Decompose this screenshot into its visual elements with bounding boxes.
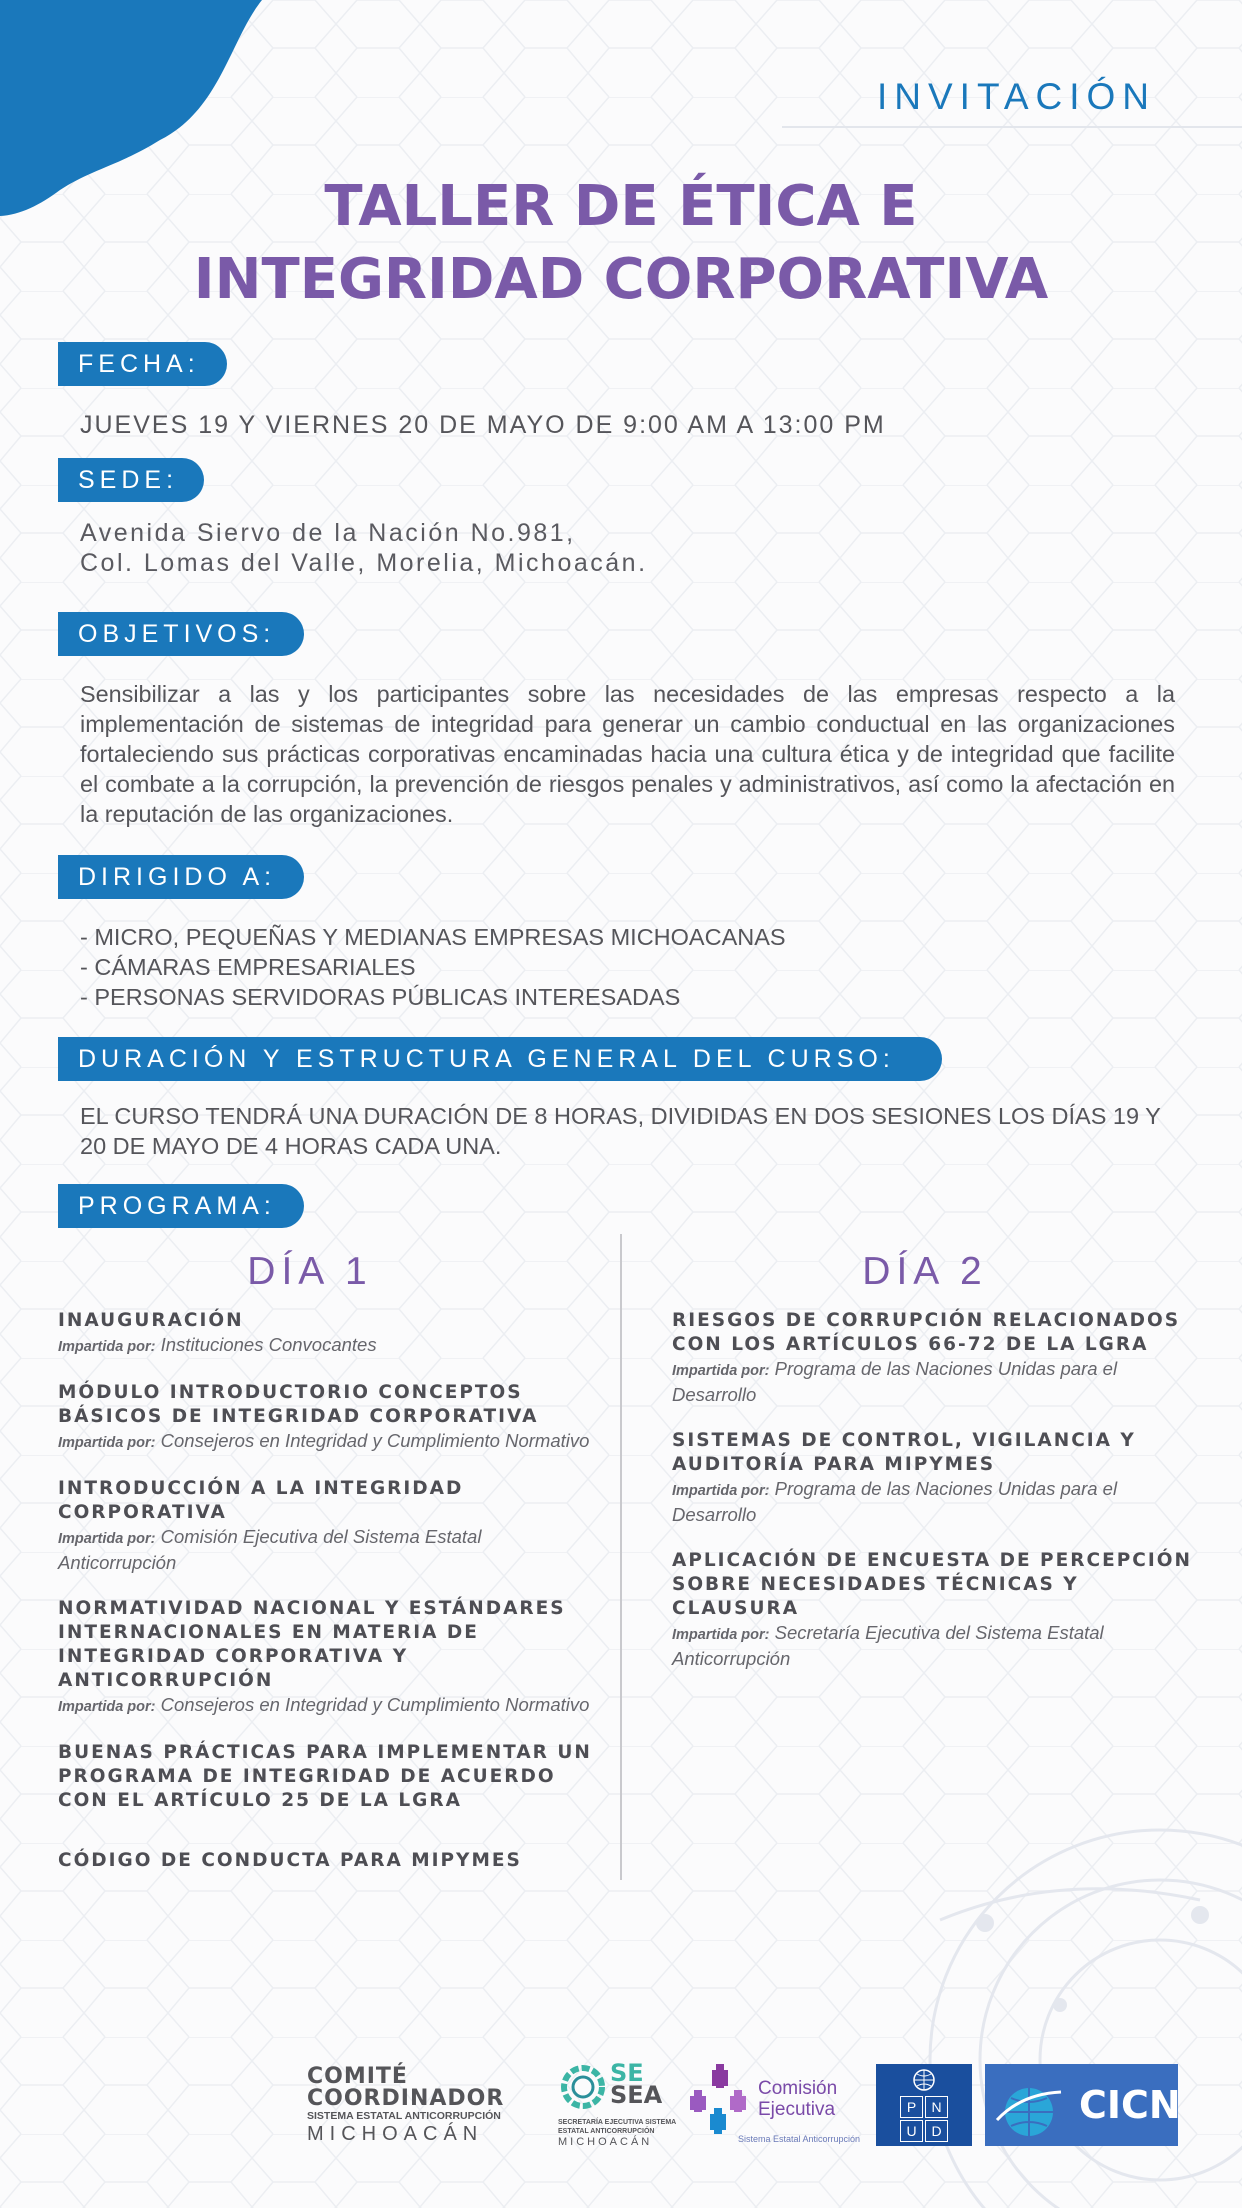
by-value: Comisión Ejecutiva del Sistema Estatal Anticorrupción [58,1526,482,1573]
sede-address [80,518,1175,578]
sesea-sea: SEA [610,2081,663,2109]
sesea-logo [558,2058,678,2150]
by-value: Consejeros en Integridad y Cumplimiento Normativo [160,1430,590,1451]
day-2-program [672,1309,1202,1693]
day-1-program [58,1309,598,1895]
comision-title [758,2078,837,2120]
dirigido-list [80,922,1175,1012]
program-item-title: SISTEMAS DE CONTROL, VIGILANCIA Y AUDITORÍA PARA MIPYMES [672,1430,1136,1475]
by-label: Impartida por: [58,1699,156,1715]
program-item-title: CÓDIGO DE CONDUCTA PARA MIPYMES [58,1850,522,1871]
duracion-label: DURACIÓN Y ESTRUCTURA GENERAL DEL CURSO: [58,1037,942,1081]
program-item-by [58,1429,598,1455]
by-value: Consejeros en Integridad y Cumplimiento Normativo [160,1694,590,1715]
dirigido-item: - MICRO, PEQUEÑAS Y MEDIANAS EMPRESAS MICHOACANAS [80,924,786,950]
fecha-label: FECHA: [58,342,227,386]
program-item [672,1549,1202,1671]
comision-line-2: Ejecutiva [758,2099,836,2120]
program-item [58,1597,598,1719]
duracion-text: EL CURSO TENDRÁ UNA DURACIÓN DE 8 HORAS, DIVIDIDAS EN DOS SESIONES LOS DÍAS 19 Y 20 DE MAYO DE 4 HORAS CADA UNA. [80,1103,1161,1159]
day-1-heading: DÍA 1 [247,1250,373,1293]
comision-line-1: Comisión [758,2078,838,2099]
pnud-letter: P [900,2096,923,2118]
program-item-by [672,1621,1202,1671]
fecha-text: JUEVES 19 Y VIERNES 20 DE MAYO DE 9:00 AM A 13:00 PM [80,411,886,439]
sesea-subtitle: SECRETARÍA EJECUTIVA SISTEMA ESTATAL ANTICORRUPCIÓN [558,2119,676,2135]
comite-coordinador-logo [307,2066,525,2145]
title-line-2: INTEGRIDAD CORPORATIVA [193,247,1049,312]
invitation-rule [782,126,1242,128]
pnud-letter: D [925,2120,948,2142]
program-item-by [58,1333,598,1359]
sede-label: SEDE: [58,458,204,502]
by-label: Impartida por: [58,1531,156,1547]
program-item [58,1477,598,1575]
sponsor-logos [0,2058,1242,2158]
program-item-title: INAUGURACIÓN [58,1310,244,1331]
comite-line-1: COMITÉ [307,2064,408,2089]
program-item-by [58,1525,598,1575]
comite-line-2: COORDINADOR [307,2086,505,2111]
by-label: Impartida por: [672,1363,770,1379]
dirigido-item: - CÁMARAS EMPRESARIALES [80,954,416,980]
program-item-title: APLICACIÓN DE ENCUESTA DE PERCEPCIÓN SOBRE NECESIDADES TÉCNICAS Y CLAUSURA [672,1550,1192,1619]
comision-ejecutiva-logo [690,2062,862,2148]
pnud-logo [876,2064,972,2146]
objetivos-label: OBJETIVOS: [58,612,304,656]
sesea-wordmark [610,2059,663,2109]
globe-icon [991,2074,1071,2138]
pnud-letters [900,2096,948,2142]
objetivos-text: Sensibilizar a las y los participantes sobre las necesidades de las empresas respecto a la implementación de sistemas de integridad para generar un cambio conductual en las organizaciones fortaleciendo sus prácticas corporativas encaminadas hacia una cultura ética y de integridad que facilite el combate a la corrupción, la prevención de riesgos penales y administrativos, así como la afectación en la reputación de las organizaciones. [80,681,1175,827]
cicn-text: CICN [1079,2083,1181,2127]
sede-line-1: Avenida Siervo de la Nación No.981, [80,519,576,547]
program-item [58,1741,598,1813]
dirigido-label: DIRIGIDO A: [58,855,304,899]
sesea-ring-icon [558,2062,608,2112]
comite-line-4: MICHOACÁN [307,2123,484,2145]
comite-line-3: SISTEMA ESTATAL ANTICORRUPCIÓN [307,2110,501,2122]
program-divider [620,1234,622,1880]
by-label: Impartida por: [58,1339,156,1355]
day-2-heading: DÍA 2 [862,1250,988,1293]
by-label: Impartida por: [672,1483,770,1499]
by-value: Programa de las Naciones Unidas para el Desarrollo [672,1478,1118,1525]
program-item-title: RIESGOS DE CORRUPCIÓN RELACIONADOS CON LOS ARTÍCULOS 66-72 DE LA LGRA [672,1310,1181,1355]
cicn-logo [985,2064,1181,2146]
program-item-by [672,1477,1202,1527]
program-item [672,1309,1202,1407]
dirigido-item: - PERSONAS SERVIDORAS PÚBLICAS INTERESADAS [80,984,681,1010]
program-item [58,1381,598,1455]
comision-subtitle: Sistema Estatal Anticorrupción [738,2134,861,2144]
program-item-title: BUENAS PRÁCTICAS PARA IMPLEMENTAR UN PROGRAMA DE INTEGRIDAD DE ACUERDO CON EL ARTÍCULO 25 DE LA LGRA [58,1742,592,1811]
program-item [672,1429,1202,1527]
sesea-michoacan: MICHOACÁN [558,2136,653,2148]
sede-line-2: Col. Lomas del Valle, Morelia, Michoacán. [80,549,648,577]
un-emblem-icon [912,2068,936,2092]
by-value: Instituciones Convocantes [160,1334,377,1355]
by-value: Secretaría Ejecutiva del Sistema Estatal Anticorrupción [672,1622,1104,1669]
by-label: Impartida por: [58,1435,156,1451]
program-item [58,1849,598,1873]
programa-label: PROGRAMA: [58,1184,304,1228]
hands-icon [690,2062,756,2140]
program-item-title: MÓDULO INTRODUCTORIO CONCEPTOS BÁSICOS DE INTEGRIDAD CORPORATIVA [58,1382,539,1427]
by-value: Programa de las Naciones Unidas para el Desarrollo [672,1358,1118,1405]
invitation-label: INVITACIÓN [877,76,1156,117]
program-item-title: INTRODUCCIÓN A LA INTEGRIDAD CORPORATIVA [58,1478,464,1523]
program-item-by [58,1693,598,1719]
page-title [0,170,1242,316]
title-line-1: TALLER DE ÉTICA E [324,174,918,239]
sesea-se: SE [610,2059,644,2087]
pnud-letter: U [900,2120,923,2142]
program-item [58,1309,598,1359]
program-item-title: NORMATIVIDAD NACIONAL Y ESTÁNDARES INTERNACIONALES EN MATERIA DE INTEGRIDAD CORPORATIVA Y ANTICORRUPCIÓN [58,1598,566,1691]
program-item-by [672,1357,1202,1407]
by-label: Impartida por: [672,1627,770,1643]
pnud-letter: N [925,2096,948,2118]
